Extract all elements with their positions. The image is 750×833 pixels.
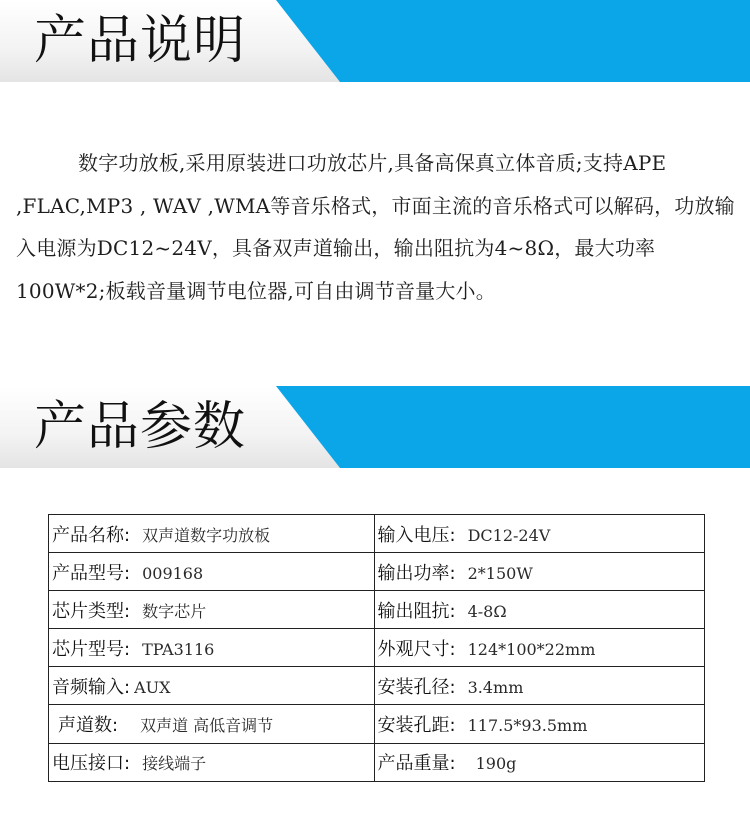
section-banner-description xyxy=(0,0,750,82)
product-description: 数字功放板,采用原装进口功放芯片,具备高保真立体音质;支持APE ,FLAC,MP3 , WAV ,WMA等音乐格式，市面主流的音乐格式可以解码，功放输入电源为DC12~24V，具备双声道输出，输出阻抗为4~8Ω，最大功率100W*2;板载音量调节电位器,可自由调节音量大小。 xyxy=(16,151,735,303)
section-title-specs: 产品参数 xyxy=(34,397,247,457)
section-banner-specs xyxy=(0,386,750,468)
spec-label: 产品型号: xyxy=(52,562,131,584)
spec-cell xyxy=(374,515,704,553)
spec-cell xyxy=(49,591,375,629)
spec-value: 124*100*22mm xyxy=(467,639,596,659)
spec-value: 双声道数字功放板 xyxy=(142,525,271,545)
section-title-description: 产品说明 xyxy=(34,11,247,71)
table-row xyxy=(49,553,705,591)
spec-cell xyxy=(49,515,375,553)
spec-cell xyxy=(374,667,704,705)
spec-label: 产品重量: xyxy=(377,753,456,775)
spec-cell xyxy=(374,553,704,591)
spec-label: 外观尺寸: xyxy=(377,638,456,660)
spec-label: 电压接口: xyxy=(52,753,131,775)
spec-value: 009168 xyxy=(142,563,204,583)
spec-label: 音频输入: xyxy=(52,676,131,698)
table-row xyxy=(49,629,705,667)
table-row xyxy=(49,515,705,553)
spec-label: 产品名称: xyxy=(52,524,131,546)
table-row xyxy=(49,667,705,705)
spec-cell xyxy=(49,667,375,705)
spec-value: 双声道 高低音调节 xyxy=(140,716,274,736)
spec-label: 声道数: xyxy=(58,715,119,737)
table-row xyxy=(49,705,705,743)
spec-value: 4-8Ω xyxy=(467,601,507,621)
spec-cell xyxy=(374,591,704,629)
spec-value: 接线端子 xyxy=(142,754,207,774)
spec-label: 芯片类型: xyxy=(52,600,131,622)
spec-label: 输出功率: xyxy=(377,562,456,584)
spec-value: 数字芯片 xyxy=(142,601,207,621)
spec-value: 2*150W xyxy=(467,563,533,583)
spec-label: 安装孔距: xyxy=(377,715,456,737)
spec-cell xyxy=(49,743,375,781)
spec-cell xyxy=(49,629,375,667)
spec-value: 117.5*93.5mm xyxy=(467,716,588,736)
spec-cell xyxy=(49,553,375,591)
table-row xyxy=(49,591,705,629)
spec-table xyxy=(48,514,705,782)
spec-cell xyxy=(49,705,375,743)
spec-label: 输入电压: xyxy=(377,524,456,546)
spec-cell xyxy=(374,705,704,743)
spec-label: 芯片型号: xyxy=(52,638,131,660)
spec-cell xyxy=(374,743,704,781)
table-row xyxy=(49,743,705,781)
spec-value: DC12-24V xyxy=(467,525,551,545)
spec-value: TPA3116 xyxy=(142,639,215,659)
spec-cell xyxy=(374,629,704,667)
spec-value: AUX xyxy=(134,677,171,697)
spec-value: 3.4mm xyxy=(467,677,524,697)
spec-label: 安装孔径: xyxy=(377,676,456,698)
spec-label: 输出阻抗: xyxy=(377,600,456,622)
spec-value: 190g xyxy=(475,754,517,774)
